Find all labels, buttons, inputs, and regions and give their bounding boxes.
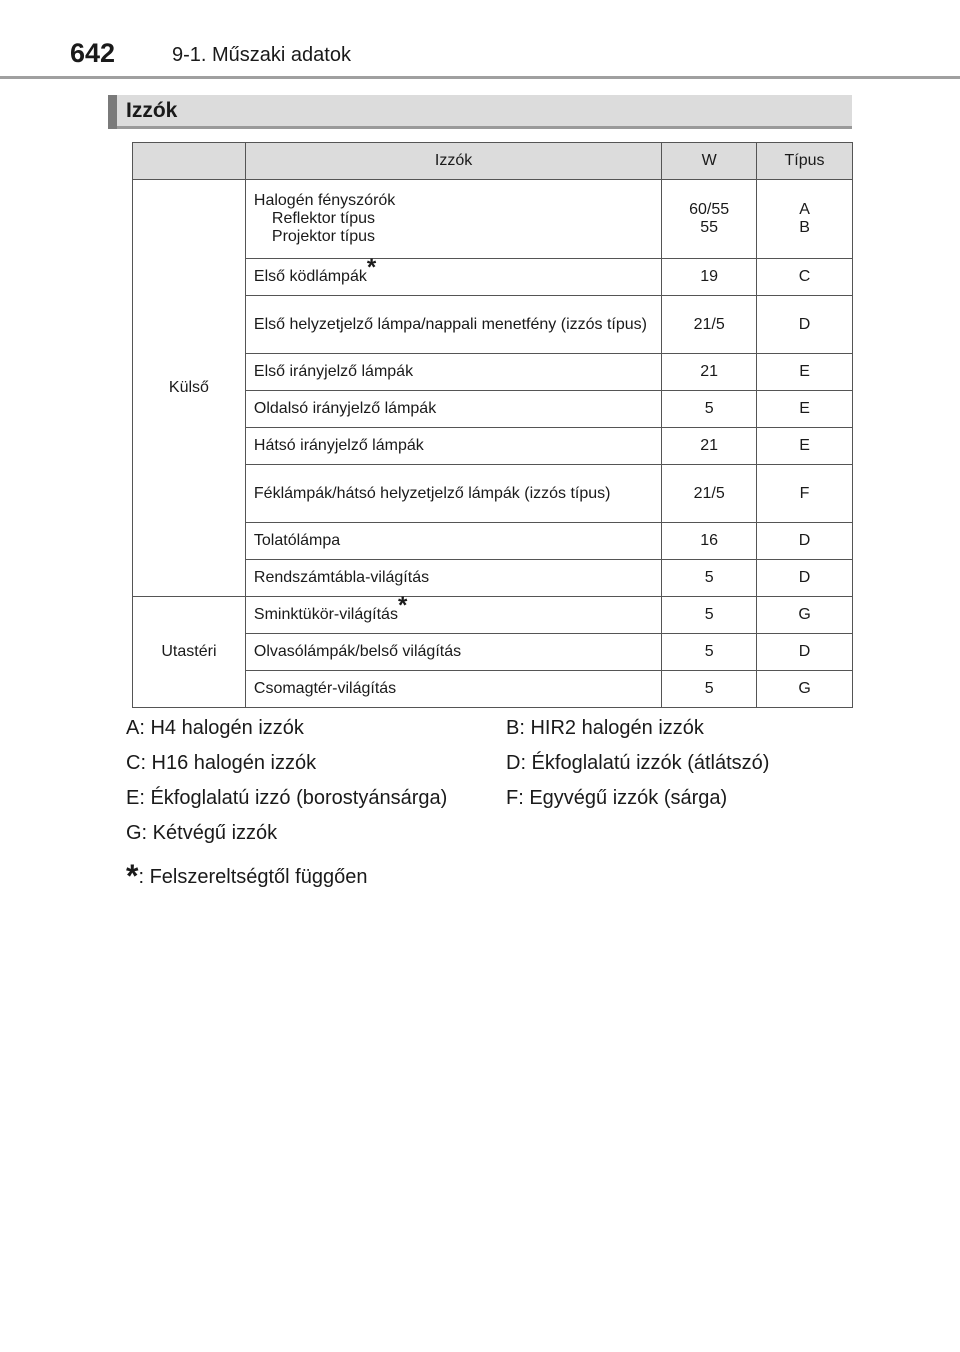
table-header-row <box>133 143 853 180</box>
bulb-type: G <box>757 671 853 708</box>
bulb-watt <box>662 180 757 259</box>
legend-item: B: HIR2 halogén izzók <box>506 717 704 739</box>
bulb-type: F <box>757 465 853 523</box>
bulb-name: Rendszámtábla-világítás <box>245 560 661 597</box>
bulb-type: D <box>757 634 853 671</box>
bulb-name <box>245 592 661 634</box>
legend-row <box>126 717 846 752</box>
bulb-name: Féklámpák/hátsó helyzetjelző lámpák (izzós típus) <box>245 465 661 523</box>
legend-row <box>126 822 846 857</box>
footnote-text: : Felszereltségtől függően <box>138 866 368 888</box>
section-accent <box>108 95 117 129</box>
bulb-watt-value: 55 <box>700 219 719 236</box>
bulb-name <box>245 254 661 296</box>
bulb-type <box>757 180 853 259</box>
bulb-type: G <box>757 597 853 634</box>
bulb-type: C <box>757 259 853 296</box>
table-row <box>133 597 853 634</box>
bulb-name: Oldalsó irányjelző lámpák <box>245 391 661 428</box>
section-title: Izzók <box>126 99 178 122</box>
bulb-watt: 19 <box>662 259 757 296</box>
bulb-table <box>132 142 853 708</box>
bulb-name-text: Sminktükör-világítás <box>253 606 398 623</box>
bulb-watt: 5 <box>662 671 757 708</box>
table-row <box>133 180 853 259</box>
legend-row <box>126 787 846 822</box>
bulb-type-value: B <box>799 219 810 236</box>
bulb-watt: 5 <box>662 634 757 671</box>
footnote <box>126 858 367 895</box>
bulb-name-text: Halogén fényszórók <box>253 192 396 209</box>
bulb-type: D <box>757 296 853 354</box>
header-rule <box>0 76 960 79</box>
footnote-marker: * <box>397 592 408 619</box>
legend-item: D: Ékfoglalatú izzók (átlátszó) <box>506 752 770 774</box>
bulb-name-text: Első ködlámpák <box>253 268 367 285</box>
footnote-marker: * <box>366 254 377 281</box>
bulb-name: Olvasólámpák/belső világítás <box>245 634 661 671</box>
legend-item: F: Egyvégű izzók (sárga) <box>506 787 728 809</box>
column-header-type: Típus <box>757 143 853 180</box>
footnote-star: * <box>126 858 139 894</box>
bulb-name: Tolatólámpa <box>245 523 661 560</box>
bulb-watt: 21/5 <box>662 296 757 354</box>
bulb-type: E <box>757 391 853 428</box>
legend-row <box>126 752 846 787</box>
bulb-name: Csomagtér-világítás <box>245 671 661 708</box>
group-label-interior: Utastéri <box>133 597 246 708</box>
page-number: 642 <box>70 38 116 68</box>
bulb-name: Első helyzetjelző lámpa/nappali menetfény (izzós típus) <box>245 296 661 354</box>
legend-item: A: H4 halogén izzók <box>126 717 304 739</box>
bulb-watt: 21 <box>662 428 757 465</box>
legend-item: C: H16 halogén izzók <box>126 752 317 774</box>
bulb-subtype: Reflektor típus <box>271 210 376 227</box>
bulb-type-value: A <box>799 201 810 218</box>
chapter-title: 9-1. Műszaki adatok <box>172 44 351 66</box>
bulb-watt: 5 <box>662 560 757 597</box>
bulb-name <box>245 180 661 259</box>
bulb-watt: 16 <box>662 523 757 560</box>
legend <box>126 717 846 857</box>
group-label-exterior: Külső <box>133 180 246 597</box>
legend-item: G: Kétvégű izzók <box>126 822 278 844</box>
bulb-type: E <box>757 428 853 465</box>
section-heading <box>108 95 852 129</box>
column-header-group <box>133 143 246 180</box>
column-header-bulbs: Izzók <box>245 143 661 180</box>
bulb-name: Hátsó irányjelző lámpák <box>245 428 661 465</box>
bulb-type: D <box>757 523 853 560</box>
bulb-watt: 21/5 <box>662 465 757 523</box>
bulb-watt: 5 <box>662 391 757 428</box>
bulb-subtype: Projektor típus <box>271 228 376 245</box>
column-header-watt: W <box>662 143 757 180</box>
legend-item: E: Ékfoglalatú izzó (borostyánsárga) <box>126 787 448 809</box>
bulb-type: D <box>757 560 853 597</box>
bulb-watt-value: 60/55 <box>689 201 730 218</box>
bulb-watt: 21 <box>662 354 757 391</box>
bulb-name: Első irányjelző lámpák <box>245 354 661 391</box>
bulb-watt: 5 <box>662 597 757 634</box>
bulb-type: E <box>757 354 853 391</box>
